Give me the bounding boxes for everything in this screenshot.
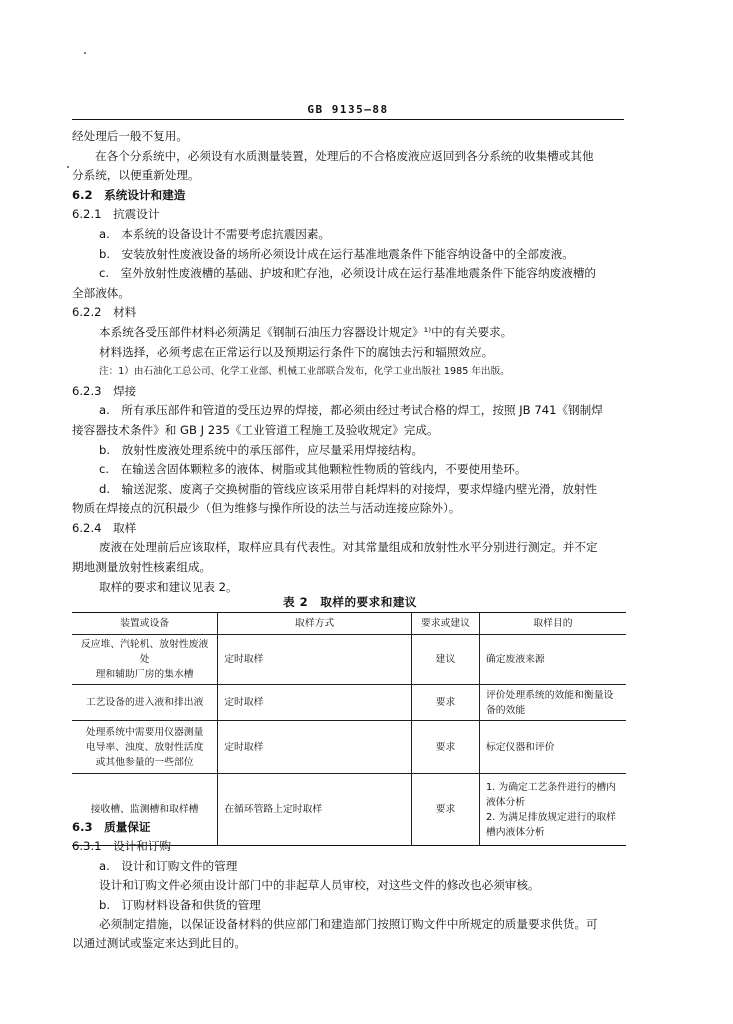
- paragraph: 取样的要求和建议见表 2。: [99, 579, 238, 594]
- sampling-table: [72, 612, 626, 846]
- table-cell: [479, 721, 626, 774]
- paragraph: 物质在焊接点的沉积最少（但为维修与操作所设的法兰与活动连接应除外）。: [72, 501, 461, 516]
- paragraph: 材料选择，必须考虑在正常运行以及预期运行条件下的腐蚀去污和辐照效应。: [99, 344, 494, 359]
- cell-line: 标定仪器和评价: [485, 741, 555, 753]
- section-heading-6-2: 6.2 系统设计和建造: [72, 187, 186, 202]
- table-cell: [72, 685, 218, 721]
- body-text: [72, 127, 628, 597]
- table-cell: 定时取样: [218, 685, 412, 721]
- table-cell: 要求: [412, 774, 480, 846]
- table-row: [72, 685, 626, 721]
- paragraph: 必须制定措施，以保证设备材料的供应部门和建造部门按照订购文件中所规定的质量要求供货。可: [99, 917, 598, 932]
- table-cell: 定时取样: [218, 635, 412, 685]
- paragraph: 接容器技术条件》和 GB J 235《工业管道工程施工及验收规定》完成。: [72, 422, 439, 437]
- column-header: 要求或建议: [412, 613, 480, 635]
- paragraph: 全部液体。: [72, 285, 130, 300]
- cell-line: 反应堆、汽轮机、放射性废液处: [80, 639, 209, 665]
- paragraph: 在各个分系统中，必须设有水质测量装置，处理后的不合格废液应返回到各分系统的收集槽或其他: [95, 148, 594, 163]
- list-item: b. 订购材料设备和供货的管理: [99, 897, 261, 912]
- cell-line: 确定废液来源: [485, 654, 545, 665]
- list-item: b. 安装放射性废液设备的场所必须设计成在运行基准地震条件下能容纳设备中的全部废液。: [99, 246, 574, 261]
- cell-line: 1. 为确定工艺条件进行的槽内: [485, 781, 616, 793]
- table-cell: 建议: [412, 635, 480, 685]
- cell-line: 接收槽、监测槽和取样槽: [90, 804, 199, 815]
- paragraph: 以通过测试或鉴定来达到此目的。: [72, 936, 246, 951]
- footnote: 注：1）由石油化工总公司、化学工业部、机械工业部联合发布，化学工业出版社 1985 年出版。: [99, 366, 510, 378]
- table-cell: [72, 721, 218, 774]
- cell-line: 理和辅助厂房的集水槽: [95, 669, 194, 680]
- list-item: a. 所有承压部件和管道的受压边界的焊接，都必须由经过考试合格的焊工，按照 JB 741《钢制焊: [99, 403, 603, 418]
- list-item: c. 室外放射性废液槽的基础、护坡和贮存池，必须设计成在运行基准地震条件下能容纳废液槽的: [99, 266, 597, 281]
- paragraph: 本系统各受压部件材料必须满足《钢制石油压力容器设计规定》¹⁾中的有关要求。: [99, 324, 513, 339]
- page-header: GB 9135—88: [307, 103, 389, 116]
- cell-line: 处理系统中需要用仪器测量: [85, 726, 204, 738]
- section-heading-6-3: 6.3 质量保证: [72, 820, 151, 834]
- table-cell: [72, 635, 218, 685]
- paragraph: 经处理后一般不复用。: [72, 129, 188, 143]
- scan-speck: [67, 166, 69, 168]
- column-header: 取样方式: [218, 613, 412, 635]
- table-cell: 要求: [412, 721, 480, 774]
- table-cell: 在循环管路上定时取样: [218, 774, 412, 846]
- paragraph: 废液在处理前后应该取样，取样应具有代表性。对其常量组成和放射性水平分别进行测定。并不定: [99, 540, 598, 555]
- section-heading-6-2-2: 6.2.2 材料: [72, 305, 137, 320]
- list-item: b. 放射性废液处理系统中的承压部件，应尽量采用焊接结构。: [99, 442, 424, 457]
- paragraph: 期地测量放射性核素组成。: [72, 560, 212, 575]
- header-rule: [72, 119, 624, 120]
- paragraph: 设计和订购文件必须由设计部门中的非起草人员审校，对这些文件的修改也必须审核。: [99, 878, 540, 893]
- table-row: [72, 721, 626, 774]
- column-header: 取样目的: [479, 613, 626, 635]
- column-header: 装置或设备: [72, 613, 218, 635]
- table-cell: [479, 635, 626, 685]
- table-row: [72, 635, 626, 685]
- scan-speck: [84, 52, 86, 54]
- list-item: d. 输送泥浆、废离子交换树脂的管线应该采用带自耗焊料的对接焊，要求焊缝内壁光滑，放射性: [99, 481, 597, 496]
- paragraph: 分系统，以便重新处理。: [72, 168, 200, 183]
- table-cell: 定时取样: [218, 721, 412, 774]
- section-heading-6-3-1: 6.3.1 设计和订购: [72, 839, 172, 854]
- cell-line: 工艺设备的进入液和排出液: [85, 697, 204, 708]
- lower-text: [72, 818, 628, 954]
- cell-line: 或其他参量的一些部位: [95, 756, 194, 768]
- list-item: c. 在输送含固体颗粒多的液体、树脂或其他颗粒性物质的管线内，不要使用垫环。: [99, 462, 527, 477]
- table-header-row: [72, 613, 626, 635]
- section-heading-6-2-4: 6.2.4 取样: [72, 520, 137, 535]
- cell-line: 评价处理系统的效能和衡量设: [485, 689, 614, 701]
- table-title: 表 2 取样的要求和建议: [282, 595, 418, 609]
- table-cell: [479, 685, 626, 721]
- cell-line: 电导率、浊度、放射性活度: [85, 741, 204, 753]
- section-heading-6-2-1: 6.2.1 抗震设计: [72, 207, 160, 222]
- cell-line: 备的效能: [485, 704, 526, 716]
- cell-line: 液体分析: [485, 796, 526, 808]
- table-cell: 要求: [412, 685, 480, 721]
- cell-line: 槽内液体分析: [485, 826, 545, 838]
- list-item: a. 设计和订购文件的管理: [99, 858, 238, 873]
- list-item: a. 本系统的设备设计不需要考虑抗震因素。: [99, 226, 331, 241]
- section-heading-6-2-3: 6.2.3 焊接: [72, 383, 137, 398]
- cell-line: 2. 为满足排放规定进行的取样: [485, 811, 616, 823]
